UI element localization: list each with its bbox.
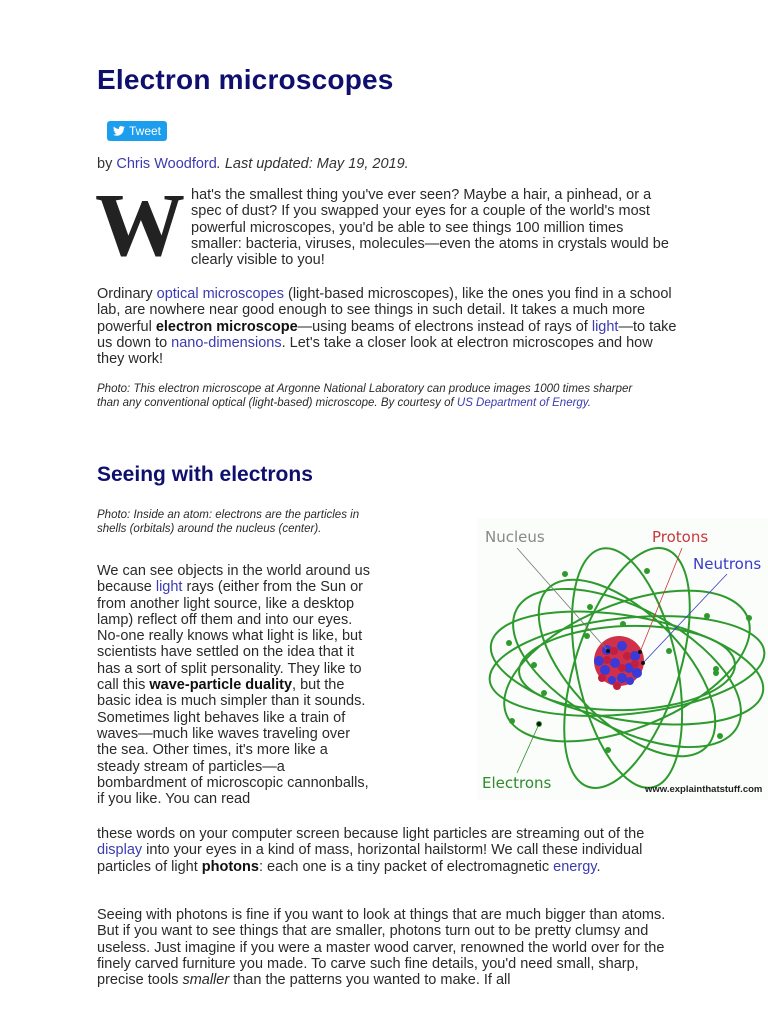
atom-illustration	[477, 518, 768, 800]
photo-caption-argonne: Photo: This electron microscope at Argonne National Laboratory can produce images 1000 times sharper than any conventional optical (light-based) microscope. By courtesy of US Department of Energy.	[97, 383, 633, 409]
neutrons-label: Neutrons	[693, 555, 762, 573]
photo-caption-atom: Photo: Inside an atom: electrons are the particles in shells (orbitals) around the nucleus (center).	[97, 509, 360, 535]
paragraph-photons: Seeing with photons is fine if you want to look at things that are much bigger than atoms. But if you want to see things that are smaller, photons turn out to be pretty clumsy and useless. Just imagine if you were a master wood carver, renowned the world over for the finely carved furniture you made. To carve such fine details, you'd need small, sharp, precise tools smaller than the patterns you wanted to make. If all	[97, 907, 666, 989]
tweet-button[interactable]	[107, 121, 167, 141]
link-light-2[interactable]: light	[155, 579, 183, 596]
section-heading: Seeing with electrons	[97, 463, 313, 486]
twitter-bird-icon	[113, 126, 125, 136]
page-title: Electron microscopes	[97, 64, 394, 95]
link-light[interactable]: light	[591, 318, 619, 335]
bold-photons: photons	[201, 858, 259, 875]
byline-prefix: by	[97, 156, 117, 172]
intro-text: hat's the smallest thing you've ever seen? Maybe a hair, a pinhead, or a spec of dust? If you swapped your eyes for a couple of the world's most powerful microscopes, you'd be able to see things 100 million times smaller: bacteria, viruses, molecules—even the atoms in crystals would be clearly visible to you!	[191, 187, 669, 269]
link-us-department-of-energy[interactable]: US Department of Energy	[456, 397, 588, 409]
protons-label: Protons	[652, 528, 709, 546]
atom-diagram	[477, 518, 768, 800]
link-display[interactable]: display	[97, 842, 143, 859]
tweet-label: Tweet	[128, 124, 161, 138]
paragraph-light-continued: these words on your computer screen because light particles are streaming out of the display into your eyes in a kind of mass, horizontal hailstorm! We call these individual particles of light photons: each one is a tiny packet of electromagnetic energy.	[97, 826, 645, 875]
byline	[97, 156, 409, 172]
electrons-label: Electrons	[482, 774, 552, 792]
image-credit: www.explainthatstuff.com	[645, 784, 763, 795]
link-nano-dimensions[interactable]: nano-dimensions	[171, 334, 282, 351]
paragraph-optical: Ordinary optical microscopes (light-based microscopes), like the ones you find in a school lab, are nowhere near good enough to see things in such detail. It takes a much more powerful electron microscope—using beams of electrons instead of rays of light—to take us down to nano-dimensions. Let's take a closer look at electron microscopes and how they work!	[97, 286, 677, 368]
link-energy[interactable]: energy	[553, 858, 597, 875]
paragraph-light: We can see objects in the world around us because light rays (either from the Sun or from another light source, like a desktop lamp) reflect off them and into our eyes. No-one really knows what light is like, but scientists have settled on the idea that it has a sort of split personality. They like to call this wave-particle duality, but the basic idea is much simpler than it sounds. Sometimes light behaves like a train of waves—much like waves traveling over the sea. Other times, it's more like a steady stream of particles—a bombardment of microscopic cannonballs, if you like. You can read	[97, 563, 370, 808]
last-updated: . Last updated: May 19, 2019.	[216, 156, 409, 172]
link-optical-microscopes[interactable]: optical microscopes	[156, 286, 284, 302]
bold-wave-particle-duality: wave-particle duality	[149, 677, 293, 694]
intro-paragraph	[95, 176, 677, 275]
emphasis-smaller: smaller	[182, 972, 230, 989]
drop-cap: W	[95, 176, 185, 275]
author-link[interactable]: Chris Woodford	[116, 156, 217, 172]
bold-electron-microscope: electron microscope	[155, 318, 298, 335]
nucleus-label: Nucleus	[485, 528, 545, 546]
